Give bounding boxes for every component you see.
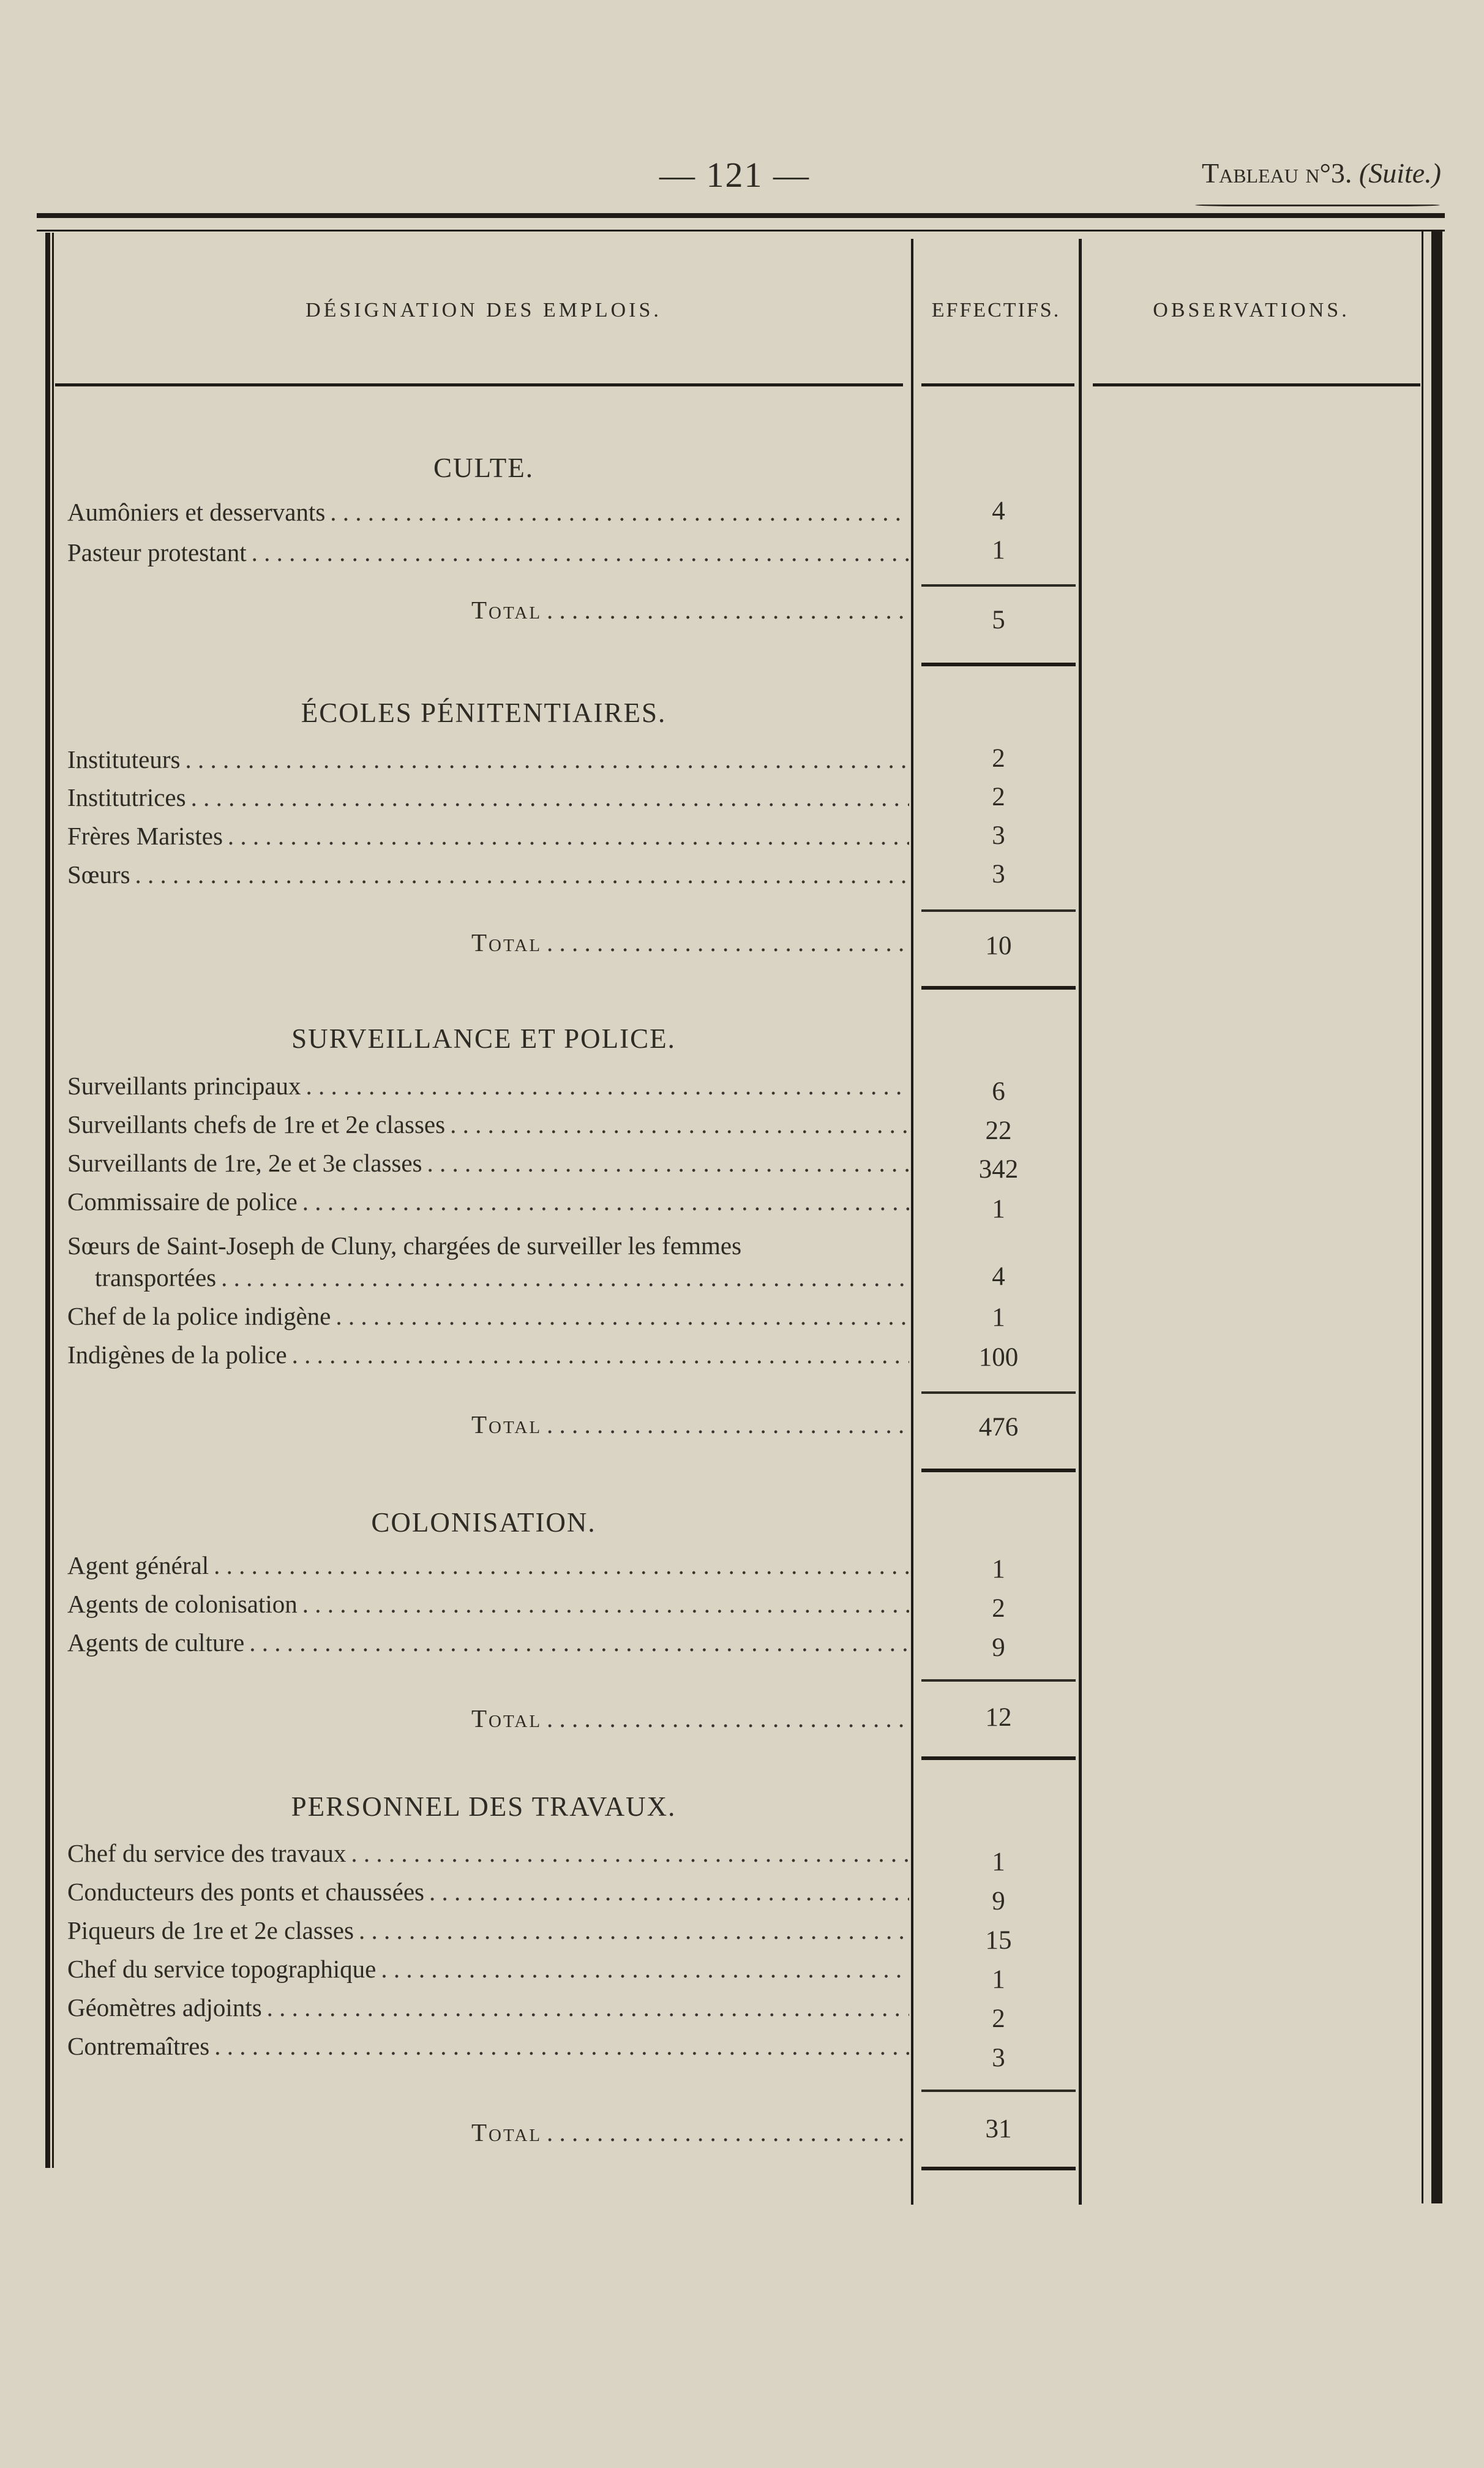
column-header-designation: DÉSIGNATION DES EMPLOIS. xyxy=(305,299,662,322)
table-row: Pasteur protestant . . . xyxy=(67,530,909,567)
total-row: Total . . . xyxy=(471,1696,909,1733)
section-title: CULTE. xyxy=(433,453,534,483)
header-rule xyxy=(1093,383,1420,386)
row-value: 15 xyxy=(985,1926,1012,1955)
table-row: Frères Maristes . . . xyxy=(67,814,909,851)
table-row: transportées . . . xyxy=(95,1255,909,1292)
total-rule xyxy=(921,1469,1076,1472)
row-value: 22 xyxy=(985,1116,1012,1145)
row-value: 2 xyxy=(992,2004,1005,2033)
table-ref-underline xyxy=(1195,203,1440,207)
table-row: Commissaire de police . . . xyxy=(67,1179,909,1216)
table-row: Contremaîtres . . . xyxy=(67,2024,909,2061)
subtotal-rule xyxy=(921,584,1076,587)
table-row: Piqueurs de 1re et 2e classes . . . xyxy=(67,1908,909,1945)
row-value: 9 xyxy=(992,1887,1005,1916)
table-row: Chef de la police indigène . . . xyxy=(67,1294,909,1331)
row-value: 3 xyxy=(992,860,1005,889)
total-row: Total . . . xyxy=(471,2110,909,2147)
table-row: Conducteurs des ponts et chaussées . . . xyxy=(67,1870,909,1906)
table-row: Chef du service topographique . . . xyxy=(67,1947,909,1984)
total-value: 5 xyxy=(992,606,1005,634)
table-frame-left xyxy=(45,233,54,2168)
table-row: Institutrices . . . xyxy=(67,775,909,812)
subtotal-rule xyxy=(921,1679,1076,1682)
row-value: 9 xyxy=(992,1633,1005,1662)
table-row: Instituteurs . . . xyxy=(67,737,909,774)
total-row: Total . . . xyxy=(471,588,909,625)
row-value: 2 xyxy=(992,744,1005,773)
table-row: Agents de culture . . . xyxy=(67,1620,909,1657)
table-row: Surveillants chefs de 1re et 2e classes . . . xyxy=(67,1102,909,1139)
row-value: 1 xyxy=(992,1555,1005,1584)
table-row: Indigènes de la police . . . xyxy=(67,1333,909,1369)
table-row: Surveillants de 1re, 2e et 3e classes . . . xyxy=(67,1141,909,1178)
subtotal-rule xyxy=(921,2090,1076,2092)
page-number: — 121 — xyxy=(659,155,810,195)
table-row: Chef du service des travaux . . . xyxy=(67,1831,909,1868)
row-value: 1 xyxy=(992,1848,1005,1876)
total-rule xyxy=(921,663,1076,666)
header-rule xyxy=(921,383,1074,386)
column-separator xyxy=(1079,239,1082,2205)
table-row: Aumôniers et desservants . . . xyxy=(67,490,909,527)
row-value: 1 xyxy=(992,536,1005,565)
table-row: Surveillants principaux . . . xyxy=(67,1064,909,1100)
table-ref-label: Tableau n°3. xyxy=(1202,157,1352,189)
total-rule xyxy=(921,2167,1076,2170)
table-frame-right xyxy=(1422,231,1442,2203)
total-value: 31 xyxy=(985,2115,1012,2143)
section-title: SURVEILLANCE ET POLICE. xyxy=(291,1023,676,1054)
section-title: COLONISATION. xyxy=(371,1507,596,1538)
total-value: 476 xyxy=(978,1413,1019,1442)
row-value: 4 xyxy=(992,1262,1005,1291)
column-header-observations: OBSERVATIONS. xyxy=(1153,299,1350,322)
header-rule xyxy=(55,383,903,386)
row-value: 2 xyxy=(992,783,1005,811)
row-value: 1 xyxy=(992,1195,1005,1224)
total-rule xyxy=(921,986,1076,990)
row-label-line: Sœurs de Saint-Joseph de Cluny, chargées de surveiller les femmes xyxy=(67,1232,742,1260)
table-ref-suite: (Suite.) xyxy=(1358,157,1441,189)
table-row: Sœurs . . . xyxy=(67,852,909,889)
total-rule xyxy=(921,1756,1076,1760)
table-frame-top xyxy=(37,213,1445,231)
section-title: PERSONNEL DES TRAVAUX. xyxy=(291,1791,676,1822)
total-value: 12 xyxy=(985,1703,1012,1732)
total-row: Total . . . xyxy=(471,920,909,957)
column-header-effectifs: EFFECTIFS. xyxy=(931,299,1061,322)
row-value: 342 xyxy=(978,1155,1019,1184)
row-value: 1 xyxy=(992,1303,1005,1332)
row-value: 1 xyxy=(992,1965,1005,1994)
row-value: 2 xyxy=(992,1594,1005,1623)
row-value: 3 xyxy=(992,2044,1005,2072)
row-value: 4 xyxy=(992,497,1005,525)
total-row: Total . . . xyxy=(471,1402,909,1439)
row-value: 3 xyxy=(992,821,1005,850)
column-separator xyxy=(911,239,913,2205)
table-reference xyxy=(1202,157,1441,189)
table-row: Agents de colonisation . . . xyxy=(67,1582,909,1619)
row-value: 6 xyxy=(992,1077,1005,1106)
table-row: Agent général . . . xyxy=(67,1543,909,1580)
subtotal-rule xyxy=(921,1391,1076,1394)
subtotal-rule xyxy=(921,909,1076,912)
total-value: 10 xyxy=(985,931,1012,960)
table-row: Géomètres adjoints . . . xyxy=(67,1985,909,2022)
row-value: 100 xyxy=(978,1343,1019,1372)
section-title: ÉCOLES PÉNITENTIAIRES. xyxy=(301,698,667,728)
